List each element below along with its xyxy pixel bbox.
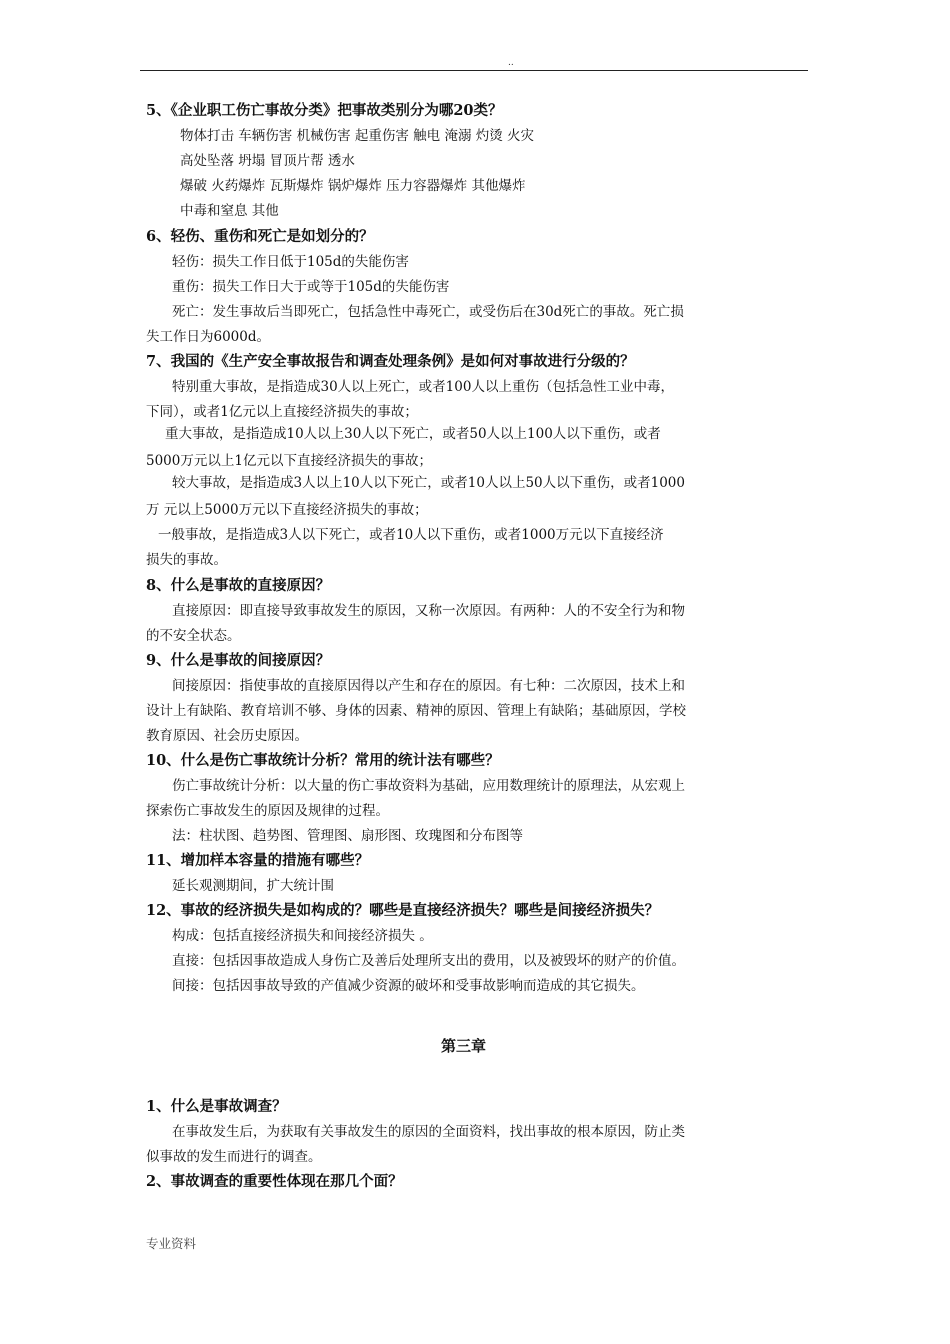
q7-grade-3-line-1: 较大事故，是指造成3人以上10人以下死亡，或者10人以上50人以下重伤，或者1000 (172, 475, 685, 491)
q12-direct-loss: 直接：包括因事故造成人身伤亡及善后处理所支出的费用，以及被毁坏的财产的价值。 (172, 953, 685, 969)
q7-grade-2-line-1: 重大事故，是指造成10人以上30人以下死亡，或者50人以上100人以下重伤，或者 (165, 426, 661, 442)
header-rule (140, 70, 808, 71)
q12-heading: 12、事故的经济损失是如构成的？哪些是直接经济损失？哪些是间接经济损失？ (146, 902, 660, 919)
q5-list-line-1: 物体打击 车辆伤害 机械伤害 起重伤害 触电 淹溺 灼烫 火灾 (180, 128, 535, 144)
header-mark: .. (508, 58, 514, 68)
q9-answer-line-1: 间接原因：指使事故的直接原因得以产生和存在的原因。有七种：二次原因，技术上和 (172, 678, 685, 694)
q11-heading: 11、增加样本容量的措施有哪些？ (146, 852, 370, 869)
q5-list-line-2: 高处坠落 坍塌 冒顶片帮 透水 (180, 153, 355, 169)
q8-heading: 8、什么是事故的直接原因？ (146, 577, 331, 594)
q7-grade-4-line-1: 一般事故，是指造成3人以下死亡，或者10人以下重伤，或者1000万元以下直接经济 (158, 527, 664, 543)
q7-grade-1-line-2: 下同），或者1亿元以上直接经济损失的事故； (146, 404, 418, 420)
q10-methods: 法：柱状图、趋势图、管理图、扇形图、玫瑰图和分布图等 (172, 828, 523, 844)
chapter-title: 第三章 (441, 1037, 487, 1055)
ch3-q1-answer-line-1: 在事故发生后，为获取有关事故发生的原因的全面资料，找出事故的根本原因，防止类 (172, 1124, 685, 1140)
q8-answer-line-1: 直接原因：即直接导致事故发生的原因，又称一次原因。有两种：人的不安全行为和物 (172, 603, 685, 619)
q7-grade-2-line-2: 5000万元以上1亿元以下直接经济损失的事故； (146, 453, 432, 469)
q12-indirect-loss: 间接：包括因事故导致的产值减少资源的破坏和受事故影响而造成的其它损失。 (172, 978, 645, 994)
q8-answer-line-2: 的不安全状态。 (146, 628, 241, 644)
q7-grade-1-line-1: 特别重大事故，是指造成30人以上死亡，或者100人以上重伤（包括急性工业中毒， (172, 379, 674, 395)
q6-heading: 6、轻伤、重伤和死亡是如划分的？ (146, 228, 374, 245)
ch3-q1-answer-line-2: 似事故的发生而进行的调查。 (146, 1149, 322, 1165)
q9-answer-line-2: 设计上有缺陷、教育培训不够、身体的因素、精神的原因、管理上有缺陷；基础原因，学校 (146, 703, 686, 719)
q7-heading: 7、我国的《生产安全事故报告和调查处理条例》是如何对事故进行分级的？ (146, 353, 635, 370)
q10-answer-line-2: 探索伤亡事故发生的原因及规律的过程。 (146, 803, 389, 819)
ch3-q1-heading: 1、什么是事故调查？ (146, 1098, 287, 1115)
q9-answer-line-3: 教育原因、社会历史原因。 (146, 728, 308, 744)
q7-grade-4-line-2: 损失的事故。 (146, 552, 227, 568)
q6-death-line-2: 失工作日为6000d。 (146, 329, 270, 345)
q10-answer-line-1: 伤亡事故统计分析：以大量的伤亡事故资料为基础，应用数理统计的原理法，从宏观上 (172, 778, 685, 794)
q9-heading: 9、什么是事故的间接原因？ (146, 652, 331, 669)
q5-heading: 5、《企业职工伤亡事故分类》把事故类别分为哪20类？ (146, 102, 503, 119)
q12-composition: 构成：包括直接经济损失和间接经济损失 。 (172, 928, 433, 944)
q7-grade-3-line-2: 万 元以上5000万元以下直接经济损失的事故； (146, 502, 428, 518)
q6-minor-injury: 轻伤：损失工作日低于105d的失能伤害 (172, 254, 409, 270)
q5-list-line-4: 中毒和窒息 其他 (180, 203, 279, 219)
q6-serious-injury: 重伤：损失工作日大于或等于105d的失能伤害 (172, 279, 450, 295)
q11-answer: 延长观测期间，扩大统计围 (172, 878, 334, 894)
ch3-q2-heading: 2、事故调查的重要性体现在那几个面？ (146, 1173, 403, 1190)
q6-death-line-1: 死亡：发生事故后当即死亡，包括急性中毒死亡，或受伤后在30d死亡的事故。死亡损 (172, 304, 684, 320)
q10-heading: 10、什么是伤亡事故统计分析？常用的统计法有哪些？ (146, 752, 500, 769)
q5-list-line-3: 爆破 火药爆炸 瓦斯爆炸 锅炉爆炸 压力容器爆炸 其他爆炸 (180, 178, 526, 194)
footer-label: 专业资料 (146, 1236, 197, 1251)
